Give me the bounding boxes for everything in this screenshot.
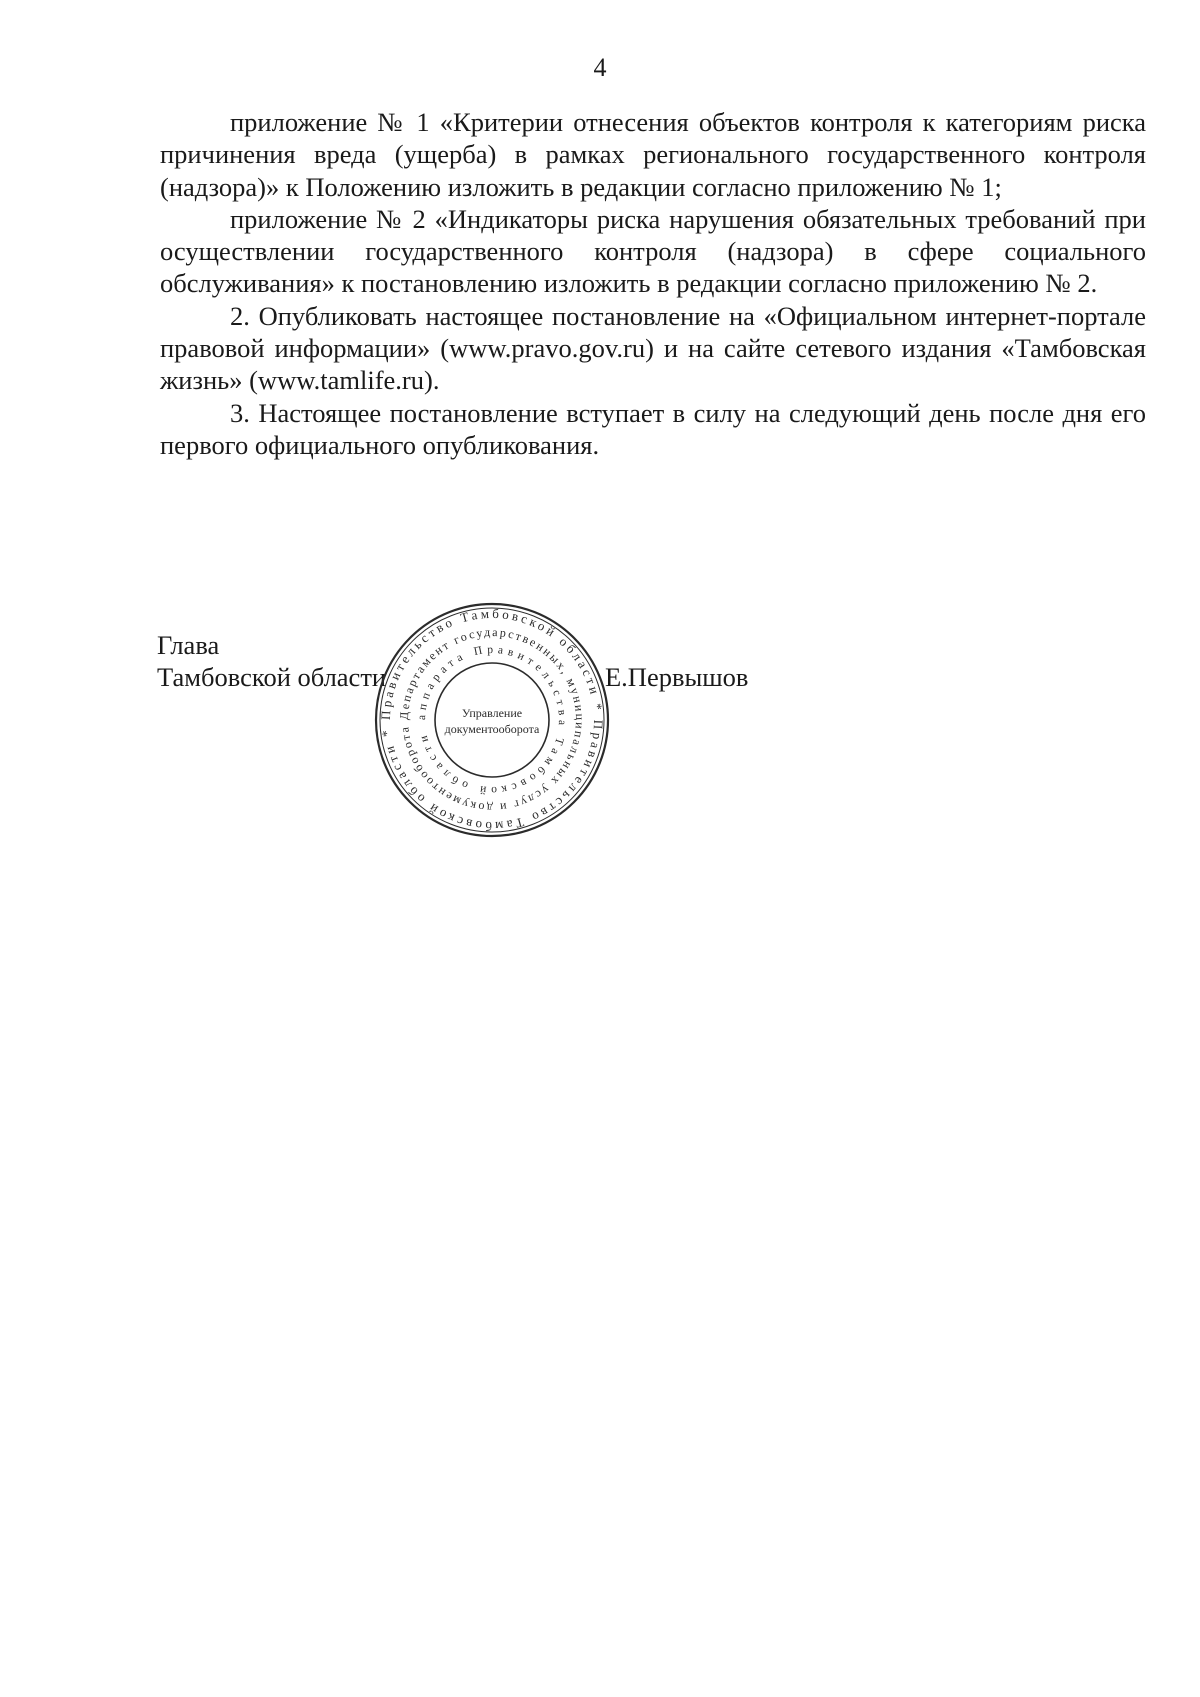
paragraph-appendix-1: приложение № 1 «Критерии отнесения объектов контроля к категориям риска причинения вреда (ущерба) в рамках регионального государственного контроля (надзора)» к Положению изложить в редакции согласно приложению № 1; [160, 107, 1146, 202]
seal-graphic [372, 600, 612, 840]
signatory-name: Е.Первышов [605, 662, 749, 692]
paragraph-appendix-2: приложение № 2 «Индикаторы риска нарушения обязательных требований при осуществлении государственного контроля (надзора) в сфере социального обслуживания» к постановлению изложить в редакции согласно приложению № 2. [160, 203, 1146, 299]
signatory-title-line2: Тамбовской области [157, 662, 387, 692]
seal-inner-text: аппарата Правительства Тамбовской области [415, 643, 569, 797]
signatory-title-line1: Глава [157, 630, 220, 660]
official-seal [372, 600, 612, 840]
seal-center-line1: Управление [461, 706, 523, 720]
page-number: 4 [593, 53, 607, 82]
seal-center-line2: документооборота [444, 722, 540, 736]
paragraph-effective-date: 3. Настоящее постановление вступает в силу на следующий день после дня его первого официального опубликования. [160, 397, 1146, 460]
seal-middle-text: Департамент государственных, муниципальных услуг и документооборота [396, 624, 588, 816]
seal-outer-text: Правительство Тамбовской области * Правительство Тамбовской области * [377, 605, 607, 835]
document-body [160, 106, 1146, 461]
paragraph-publication: 2. Опубликовать настоящее постановление на «Официальном интернет-портале правовой информации» (www.pravo.gov.ru) и на сайте сетевого издания «Тамбовская жизнь» (www.tamlife.ru). [160, 300, 1146, 396]
